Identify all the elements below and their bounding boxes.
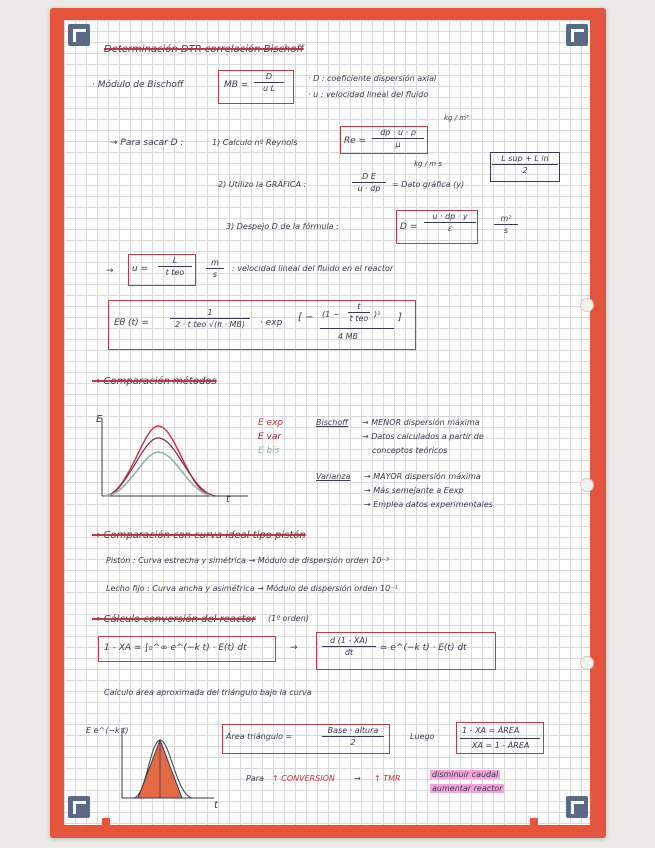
final-tmr: ↑ TMR [374, 774, 401, 783]
eb-bracket-left: [ − [298, 312, 314, 323]
conversion-derivative-den: dt [344, 648, 354, 657]
area-note: Calculo área aproximada del triángulo bajo la curva [104, 688, 312, 697]
eb-exp-num-b: )² [374, 310, 381, 319]
chart-ylabel: E [96, 414, 103, 425]
velocity-unit-fraction [206, 258, 224, 279]
conversion-derivative-fraction [322, 636, 376, 657]
eb-exp: · exp [260, 318, 283, 328]
triangle-area-chart [120, 728, 216, 800]
eb-coef-fraction [170, 308, 250, 329]
area-fraction [322, 726, 384, 747]
result-line-1: 1 - XA = ÁREA [462, 726, 520, 735]
binder-hole-icon [580, 298, 594, 312]
d-unit-den: s [503, 226, 509, 235]
eb-inner-fraction [348, 302, 370, 323]
corner-mark-icon [102, 818, 110, 826]
corner-logo-icon [566, 796, 588, 818]
heading-ideal-piston: → Comparación con curva ideal tipo pistón [92, 530, 306, 541]
lecho-line: Lecho fijo : Curva ancha y asimétrica → Módulo de dispersión orden 10⁻¹ [106, 584, 398, 593]
varianza-comparison-label: Varianza [316, 472, 351, 481]
step-2-num: D E [362, 172, 376, 181]
final-para: Para [246, 774, 264, 783]
chart-xlabel: t [226, 494, 230, 505]
bischoff-den: u L [262, 84, 276, 93]
steps-intro: → Para sacar D : [110, 138, 184, 148]
l-mean-fraction [492, 154, 558, 175]
l-mean-den: 2 [522, 166, 528, 175]
conversion-arrow: → [290, 643, 298, 653]
heading-conversion-order: (1º orden) [268, 614, 309, 623]
triangle-ylabel: E e^(−k t) [86, 726, 129, 735]
unit-rho: kg / m³ [444, 114, 469, 122]
binder-hole-icon [580, 478, 594, 492]
def-u: · u : velocidad lineal del fluido [308, 90, 429, 99]
heading-conversion: → Cálculo conversión del reactor [92, 614, 256, 625]
varianza-item: → Más semejante a Eexp [364, 486, 464, 495]
d-unit-fraction [494, 214, 518, 235]
binder-hole-icon [580, 656, 594, 670]
conversion-derivative-num: d (1 - XA) [330, 636, 368, 645]
corner-mark-icon [530, 818, 538, 826]
corner-logo-icon [68, 796, 90, 818]
final-arrow: → [354, 774, 361, 783]
eb-inner-num: t [357, 302, 361, 311]
eb-inner-den: t teo [349, 314, 369, 323]
result-divider [460, 738, 540, 739]
eb-exp-num-a: (1 − [322, 310, 340, 319]
step-2-fraction [352, 172, 386, 193]
reynolds-lhs: Re = [344, 136, 367, 146]
triangle-xlabel: t [214, 800, 218, 811]
corner-logo-icon [566, 24, 588, 46]
step-2-rest: = Dato gráfica (y) [392, 180, 465, 189]
luego-text: Luego [410, 732, 435, 741]
area-den: 2 [350, 738, 356, 747]
d-den: ε [447, 224, 453, 233]
eb-exp-den: 4 MB [338, 332, 359, 341]
heading-comparison-methods: → Comparación métodos [92, 376, 217, 387]
legend-e-var: E var [258, 432, 282, 442]
bischoff-num: D [265, 72, 273, 81]
d-num: u · dp · y [432, 212, 468, 221]
result-line-2: XA = 1 - ÁREA [472, 741, 530, 750]
d-fraction [424, 212, 476, 233]
conversion-derivative-rest: = e^(−k t) · E(t) dt [380, 643, 467, 653]
bischoff-item: → Datos calculados a partir de [362, 432, 484, 441]
d-lhs: D = [400, 222, 418, 232]
bischoff-item: conceptos teóricos [372, 446, 448, 455]
bischoff-item: → MENOR dispersión máxima [362, 418, 480, 427]
final-conversion: ↑ CONVERSIÓN [272, 774, 335, 783]
eb-coef-den: 2 · t teo √(π · MB) [174, 320, 246, 329]
dtr-comparison-chart [100, 418, 250, 498]
reynolds-den: μ [395, 140, 401, 149]
velocity-arrow: → [106, 266, 114, 276]
final-option-caudal: disminuir caudal [432, 770, 499, 779]
velocity-den: t teo [165, 268, 185, 277]
d-unit-num: m² [500, 214, 512, 223]
eb-exp-fraction-bar [320, 328, 394, 329]
legend-e-bis: E bis [258, 446, 280, 456]
reynolds-fraction [372, 128, 424, 149]
conversion-integral: 1 - XA = ∫₀^∞ e^(−k t) · E(t) dt [104, 643, 247, 653]
reynolds-num: dp · u · ρ [380, 128, 416, 137]
area-num: Base · altura [327, 726, 379, 735]
piston-line: Pistón : Curva estrecha y simétrica → Módulo de dispersión orden 10⁻³ [106, 556, 389, 565]
final-option-reactor: aumentar reactor [432, 784, 503, 793]
velocity-desc: : velocidad lineal del fluido en el reactor [232, 264, 394, 273]
velocity-lhs: u = [132, 264, 149, 274]
step-2-text: 2) Utilizo la GRÁFICA : [218, 180, 307, 189]
bischoff-fraction [254, 72, 284, 93]
def-d: · D : coeficiente dispersión axial [308, 74, 437, 83]
corner-logo-icon [68, 24, 90, 46]
varianza-item: → Emplea datos experimentales [364, 500, 493, 509]
step-2-den: u · dp [357, 184, 381, 193]
eb-coef-num: 1 [207, 308, 213, 317]
l-mean-num: L sup + L in [501, 154, 549, 163]
unit-mu: kg / m s [414, 160, 442, 168]
bischoff-lhs: MB = [224, 80, 249, 90]
step-1-text: 1) Calculo nº Reynols [212, 138, 298, 147]
bischoff-comparison-label: Bischoff [316, 418, 349, 427]
eb-bracket-right: ] [398, 312, 402, 323]
heading-dtr-bischoff: Determinación DTR correlación Bischoff [104, 44, 304, 55]
step-3-text: 3) Despejo D de la fórmula : [226, 222, 339, 231]
bischoff-label: · Módulo de Bischoff [92, 80, 184, 90]
eb-lhs: Eθ (t) = [114, 318, 150, 328]
velocity-unit-num: m [211, 258, 219, 267]
curve-e-bis [104, 452, 212, 496]
velocity-unit-den: s [212, 270, 218, 279]
varianza-item: → MAYOR dispersión máxima [364, 472, 481, 481]
legend-e-exp: E exp [258, 418, 284, 428]
velocity-num: L [172, 256, 178, 265]
area-lhs: Área triángulo = [226, 732, 293, 741]
velocity-fraction [158, 256, 192, 277]
